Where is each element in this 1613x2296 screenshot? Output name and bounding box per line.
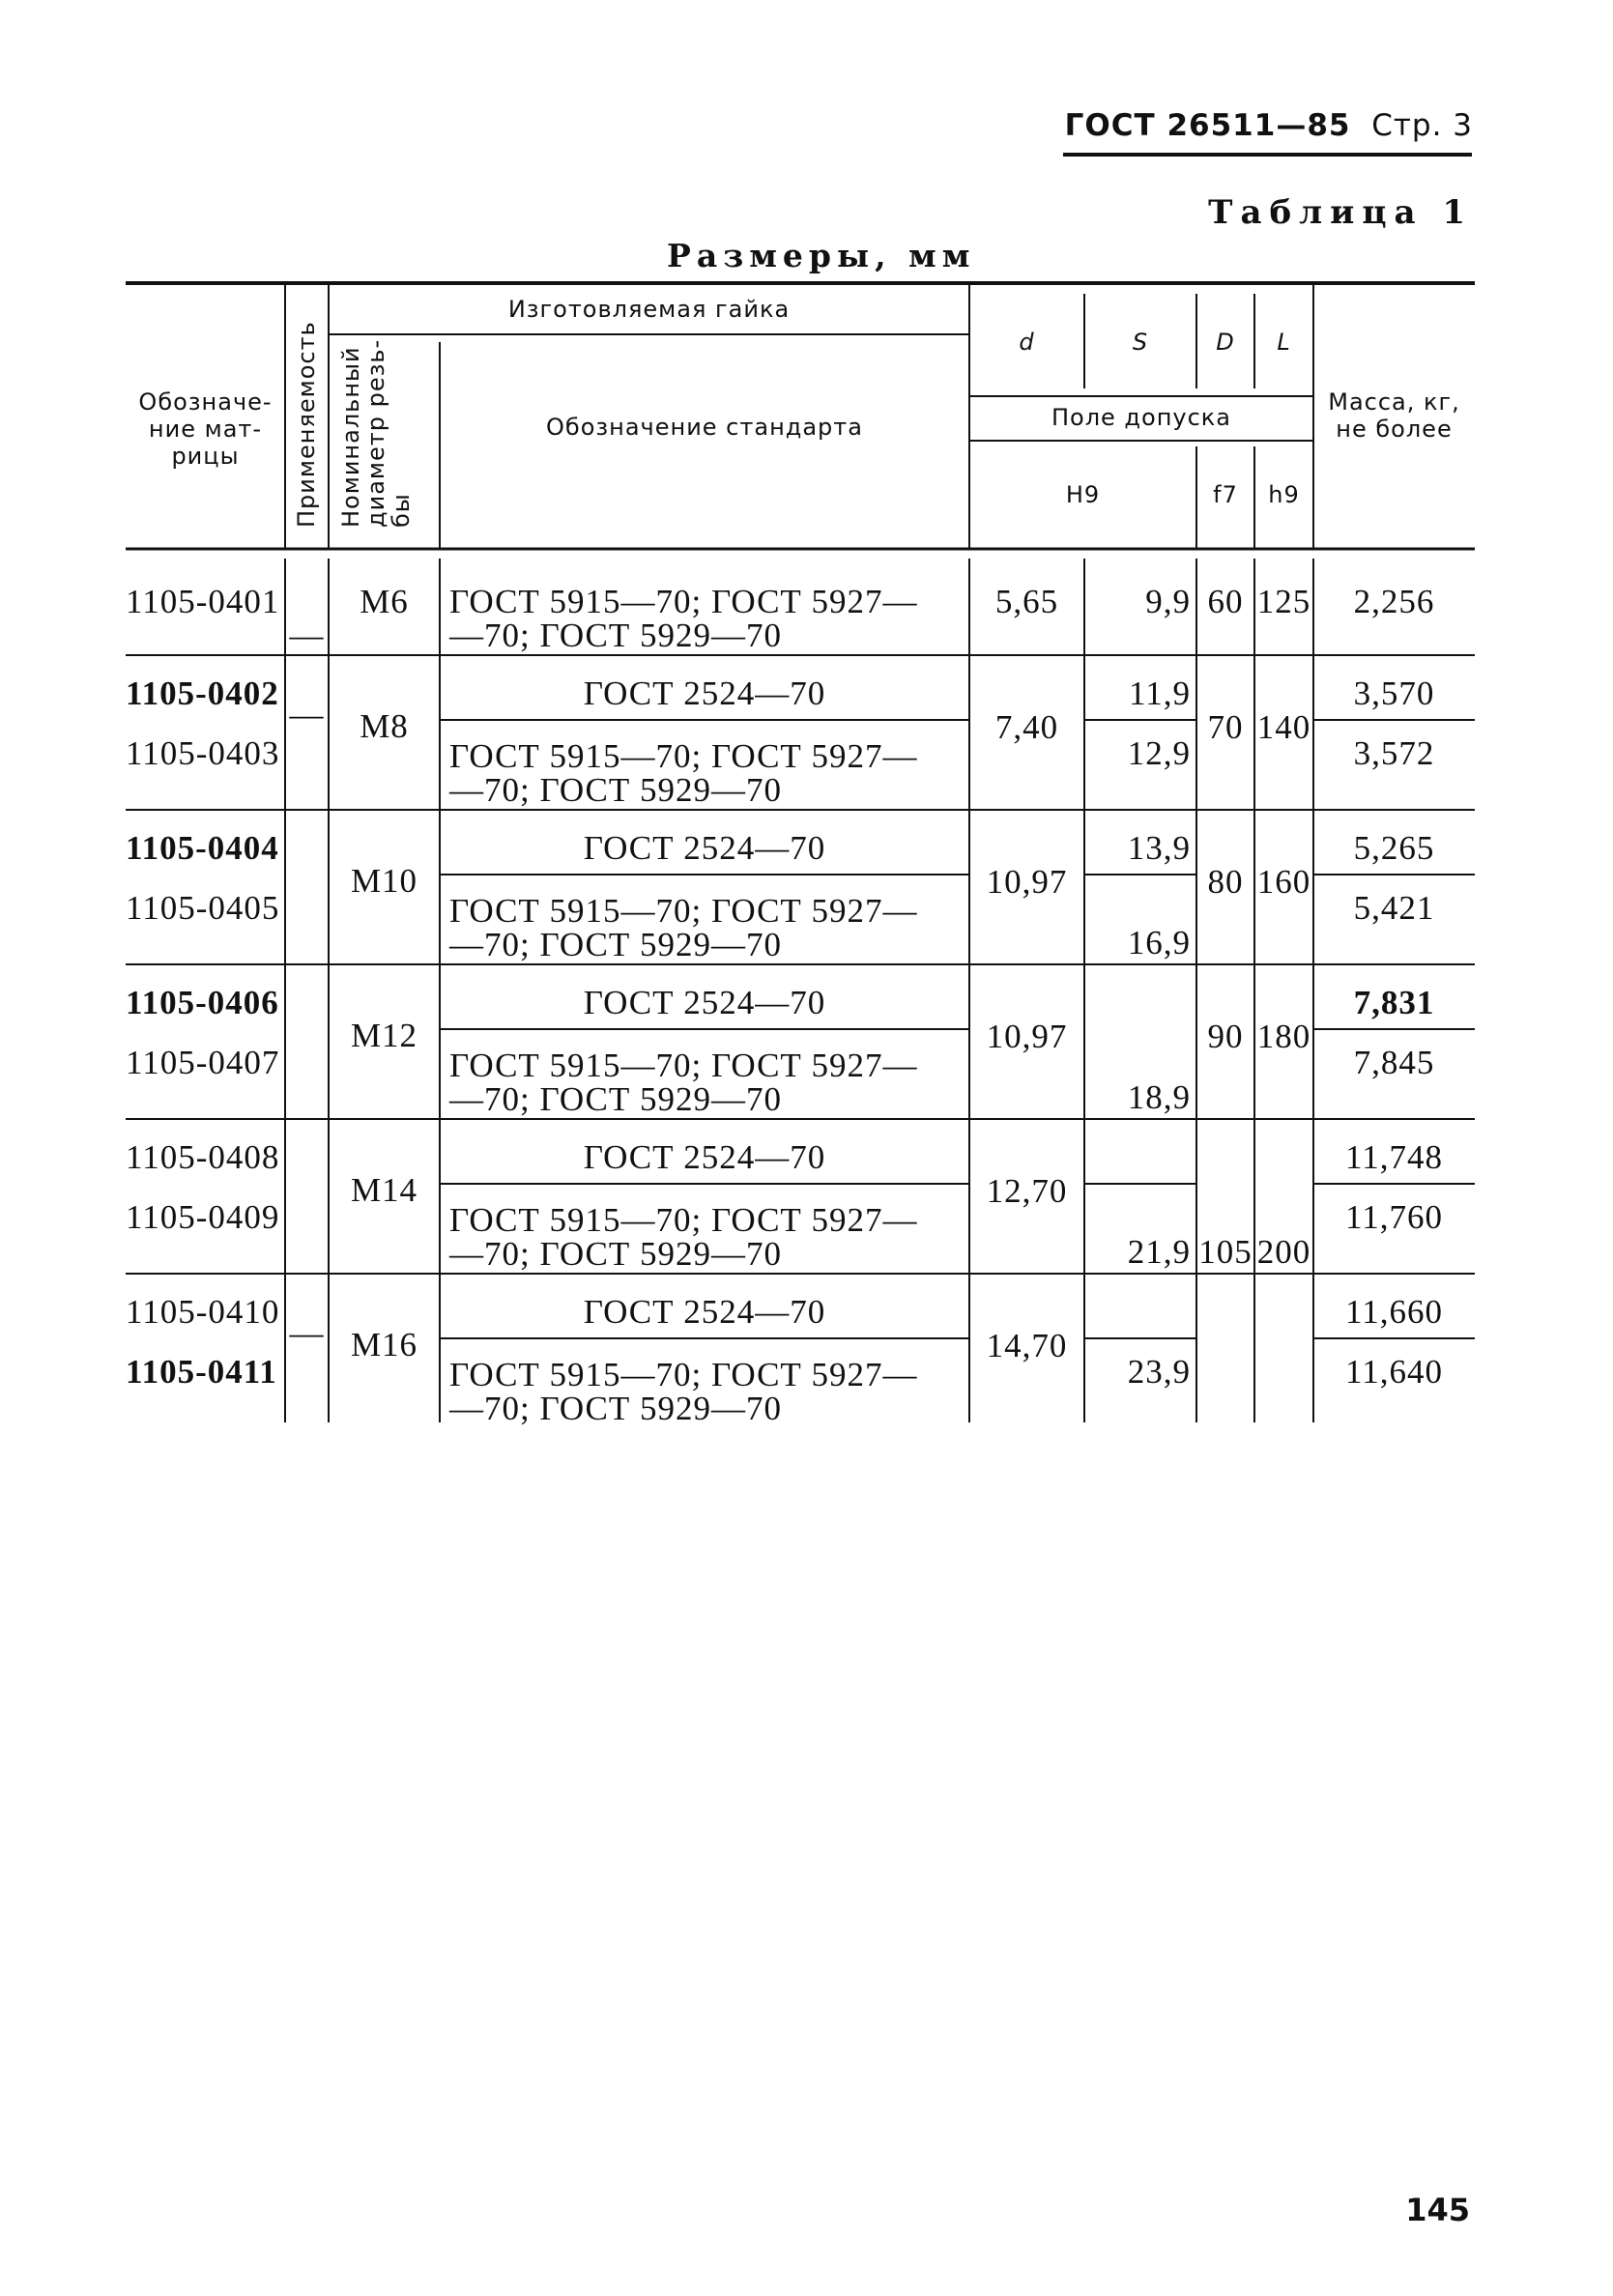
S-value: 11,9 [1129, 674, 1191, 712]
mass-value: 7,831 [1353, 984, 1435, 1021]
standard-line: —70; ГОСТ 5929—70 [449, 771, 783, 809]
header-L: L [1277, 329, 1291, 356]
standard-line: —70; ГОСТ 5929—70 [449, 1390, 783, 1427]
matrix-code: 1105-0411 [126, 1353, 277, 1391]
d-value: 14,70 [986, 1327, 1068, 1364]
mass-value: 3,570 [1353, 674, 1435, 712]
matrix-code: 1105-0408 [126, 1138, 280, 1176]
header-tolerance-field: Поле допуска [1051, 404, 1232, 431]
D-value: 105 [1198, 1233, 1253, 1271]
table-label: Таблица 1 [1208, 193, 1473, 232]
d-value: 10,97 [986, 1018, 1068, 1055]
mass-value: 5,265 [1353, 829, 1435, 867]
header-matrix-designation: Обозначе- ние мат- рицы [138, 388, 273, 470]
header-S: S [1132, 329, 1149, 356]
standard-line: ГОСТ 5915—70; ГОСТ 5927— [449, 583, 918, 620]
standard-line: —70; ГОСТ 5929—70 [449, 926, 783, 963]
S-value: 13,9 [1127, 829, 1191, 867]
standard-line: ГОСТ 2524—70 [583, 829, 826, 867]
D-value: 70 [1207, 708, 1244, 746]
header-applicability: Применяемость [293, 321, 320, 528]
matrix-code: 1105-0405 [126, 889, 280, 927]
standard-line: —70; ГОСТ 5929—70 [449, 1235, 783, 1273]
matrix-code: 1105-0406 [126, 984, 279, 1021]
applicability-dash: — [289, 617, 325, 654]
header-D: D [1216, 329, 1235, 356]
d-value: 12,70 [986, 1172, 1068, 1210]
L-value: 160 [1256, 863, 1311, 901]
D-value: 90 [1207, 1018, 1244, 1055]
S-value: 9,9 [1145, 583, 1191, 620]
header-mass: Масса, кг, не более [1328, 388, 1460, 443]
matrix-code: 1105-0404 [126, 829, 279, 867]
thread-diameter: M16 [350, 1326, 418, 1363]
page-header [1065, 108, 1473, 143]
page-label: Стр. 3 [1371, 108, 1473, 143]
header-thread-diameter: Номинальный диаметр резь- бы [337, 338, 415, 528]
matrix-code: 1105-0401 [126, 583, 280, 620]
S-value: 12,9 [1127, 734, 1191, 772]
d-value: 10,97 [986, 863, 1068, 901]
table-title: Размеры, мм [667, 237, 976, 274]
standard-line: ГОСТ 2524—70 [583, 1293, 826, 1331]
standard-line: ГОСТ 5915—70; ГОСТ 5927— [449, 892, 918, 930]
mass-value: 2,256 [1353, 583, 1435, 620]
standard-line: ГОСТ 5915—70; ГОСТ 5927— [449, 737, 918, 775]
S-value: 23,9 [1127, 1353, 1191, 1391]
S-value: 16,9 [1127, 924, 1191, 961]
matrix-code: 1105-0410 [126, 1293, 280, 1331]
header-nut-group: Изготовляемая гайка [507, 296, 791, 323]
applicability-dash: — [289, 1314, 325, 1352]
matrix-code: 1105-0402 [126, 674, 279, 712]
mass-value: 5,421 [1353, 889, 1435, 927]
S-value: 21,9 [1127, 1233, 1191, 1271]
applicability-dash: — [289, 696, 325, 733]
d-value: 7,40 [994, 708, 1059, 746]
standard-line: ГОСТ 2524—70 [583, 674, 826, 712]
standard-line: ГОСТ 5915—70; ГОСТ 5927— [449, 1047, 918, 1084]
dimensions-table [126, 280, 1475, 1440]
d-value: 5,65 [994, 583, 1059, 620]
mass-value: 11,748 [1345, 1138, 1443, 1176]
header-standard-designation: Обозначение стандарта [546, 414, 863, 441]
thread-diameter: M10 [350, 862, 418, 900]
header-tol-f7: f7 [1213, 481, 1238, 508]
standard-line: ГОСТ 2524—70 [583, 984, 826, 1021]
matrix-code: 1105-0407 [126, 1044, 280, 1081]
mass-value: 11,760 [1345, 1198, 1443, 1236]
L-value: 125 [1256, 583, 1311, 620]
header-tol-H9: H9 [1065, 481, 1101, 508]
standard-line: —70; ГОСТ 5929—70 [449, 1080, 783, 1118]
thread-diameter: M8 [360, 707, 409, 745]
header-rule [1063, 153, 1472, 157]
standard-line: —70; ГОСТ 5929—70 [449, 617, 783, 654]
mass-value: 7,845 [1353, 1044, 1435, 1081]
D-value: 80 [1207, 863, 1244, 901]
L-value: 180 [1256, 1018, 1311, 1055]
D-value: 60 [1207, 583, 1244, 620]
header-d: d [1019, 329, 1035, 356]
header-tol-h9: h9 [1268, 481, 1300, 508]
matrix-code: 1105-0409 [126, 1198, 280, 1236]
mass-value: 11,660 [1345, 1293, 1443, 1331]
thread-diameter: M6 [360, 583, 409, 620]
thread-diameter: M12 [350, 1017, 418, 1054]
standard-line: ГОСТ 2524—70 [583, 1138, 826, 1176]
matrix-code: 1105-0403 [126, 734, 280, 772]
standard-line: ГОСТ 5915—70; ГОСТ 5927— [449, 1356, 918, 1393]
standard-number: ГОСТ 26511—85 [1064, 108, 1351, 143]
mass-value: 3,572 [1353, 734, 1435, 772]
S-value: 18,9 [1127, 1078, 1191, 1116]
mass-value: 11,640 [1345, 1353, 1443, 1391]
standard-line: ГОСТ 5915—70; ГОСТ 5927— [449, 1201, 918, 1239]
L-value: 140 [1256, 708, 1311, 746]
thread-diameter: M14 [350, 1171, 418, 1209]
page-number: 145 [1405, 2192, 1470, 2228]
L-value: 200 [1256, 1233, 1311, 1271]
